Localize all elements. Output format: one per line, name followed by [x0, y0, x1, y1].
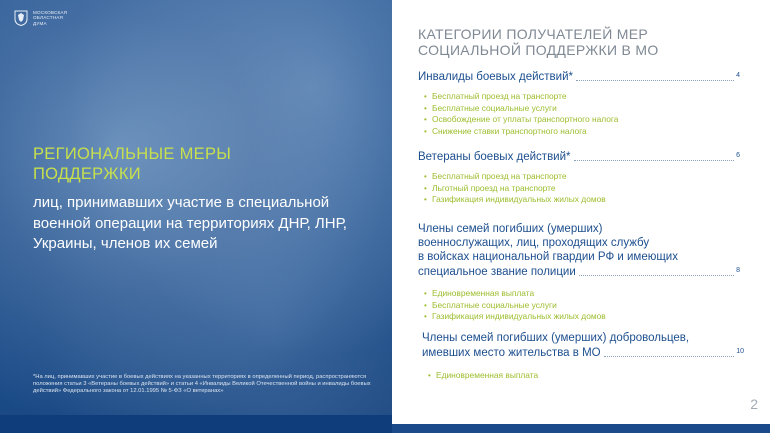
footnote: *На лиц, принимавших участие в боевых действиях на указанных территориях в определенный период, распространяются положения статьи 3 «Ветераны боевых действий» и статьи 4 «Инвалиды Великой Отечественной войны и инвалиды боевых действий» Федерального закона от 12.01.1995 № 5-ФЗ «О ветеранах»: [33, 374, 371, 395]
category-heading[interactable]: Члены семей погибших (умерших) военнослужащих, лиц, проходящих службу в войсках национальной гвардии РФ и имеющих специальное звание полиции 8: [418, 223, 740, 278]
category-group: [418, 69, 740, 137]
list-item: • Газификация индивидуальных жилых домов: [424, 311, 740, 323]
logo: [14, 10, 67, 26]
category-heading[interactable]: Инвалиды боевых действий* 4: [418, 71, 740, 83]
list-item: • Бесплатные социальные услуги: [424, 300, 740, 312]
list-item: • Бесплатный проезд на транспорте: [424, 91, 740, 103]
categories-title: КАТЕГОРИИ ПОЛУЧАТЕЛЕЙ МЕР СОЦИАЛЬНОЙ ПОДДЕРЖКИ В МО: [418, 26, 659, 58]
list-item: • Газификация индивидуальных жилых домов: [424, 194, 740, 206]
list-item: • Бесплатный проезд на транспорте: [424, 171, 740, 183]
list-item: • Освобождение от уплаты транспортного налога: [424, 114, 740, 126]
category-heading[interactable]: Члены семей погибших (умерших) добровольцев, имевших место жительства в МО 10: [422, 332, 744, 359]
list-item: • Бесплатные социальные услуги: [424, 103, 740, 115]
regional-title: РЕГИОНАЛЬНЫЕ МЕРЫ ПОДДЕРЖКИ: [33, 145, 232, 183]
logo-text: МОСКОВСКАЯ ОБЛАСТНАЯ ДУМА: [33, 10, 68, 26]
category-group: [422, 331, 744, 382]
page-ref: 4: [736, 72, 740, 79]
page-ref: 6: [736, 152, 740, 159]
list-item: • Льготный проезд на транспорте: [424, 183, 740, 195]
page-ref: 8: [736, 267, 740, 274]
page-ref: 10: [736, 348, 744, 355]
category-group: [418, 149, 740, 206]
leader-dots: [576, 80, 734, 81]
list-item: • Снижение ставки транспортного налога: [424, 126, 740, 138]
bottom-band: [392, 424, 770, 433]
category-group: [418, 222, 740, 323]
list-item: • Единовременная выплата: [424, 288, 740, 300]
emblem-icon: [14, 10, 28, 26]
list-item: • Единовременная выплата: [428, 370, 744, 382]
benefit-list: [418, 91, 740, 137]
slide-number: 2: [750, 396, 758, 412]
leader-dots: [579, 275, 734, 276]
benefit-list: [418, 171, 740, 206]
right-panel: [392, 0, 770, 433]
leader-dots: [574, 160, 735, 161]
leader-dots: [604, 356, 735, 357]
benefit-list: [422, 370, 744, 382]
subtitle: лиц, принимавших участие в специальной военной операции на территориях ДНР, ЛНР, Украины, членов их семей: [33, 194, 347, 252]
benefit-list: [418, 288, 740, 323]
bottom-band: [0, 415, 392, 433]
category-heading[interactable]: Ветераны боевых действий* 6: [418, 151, 740, 163]
